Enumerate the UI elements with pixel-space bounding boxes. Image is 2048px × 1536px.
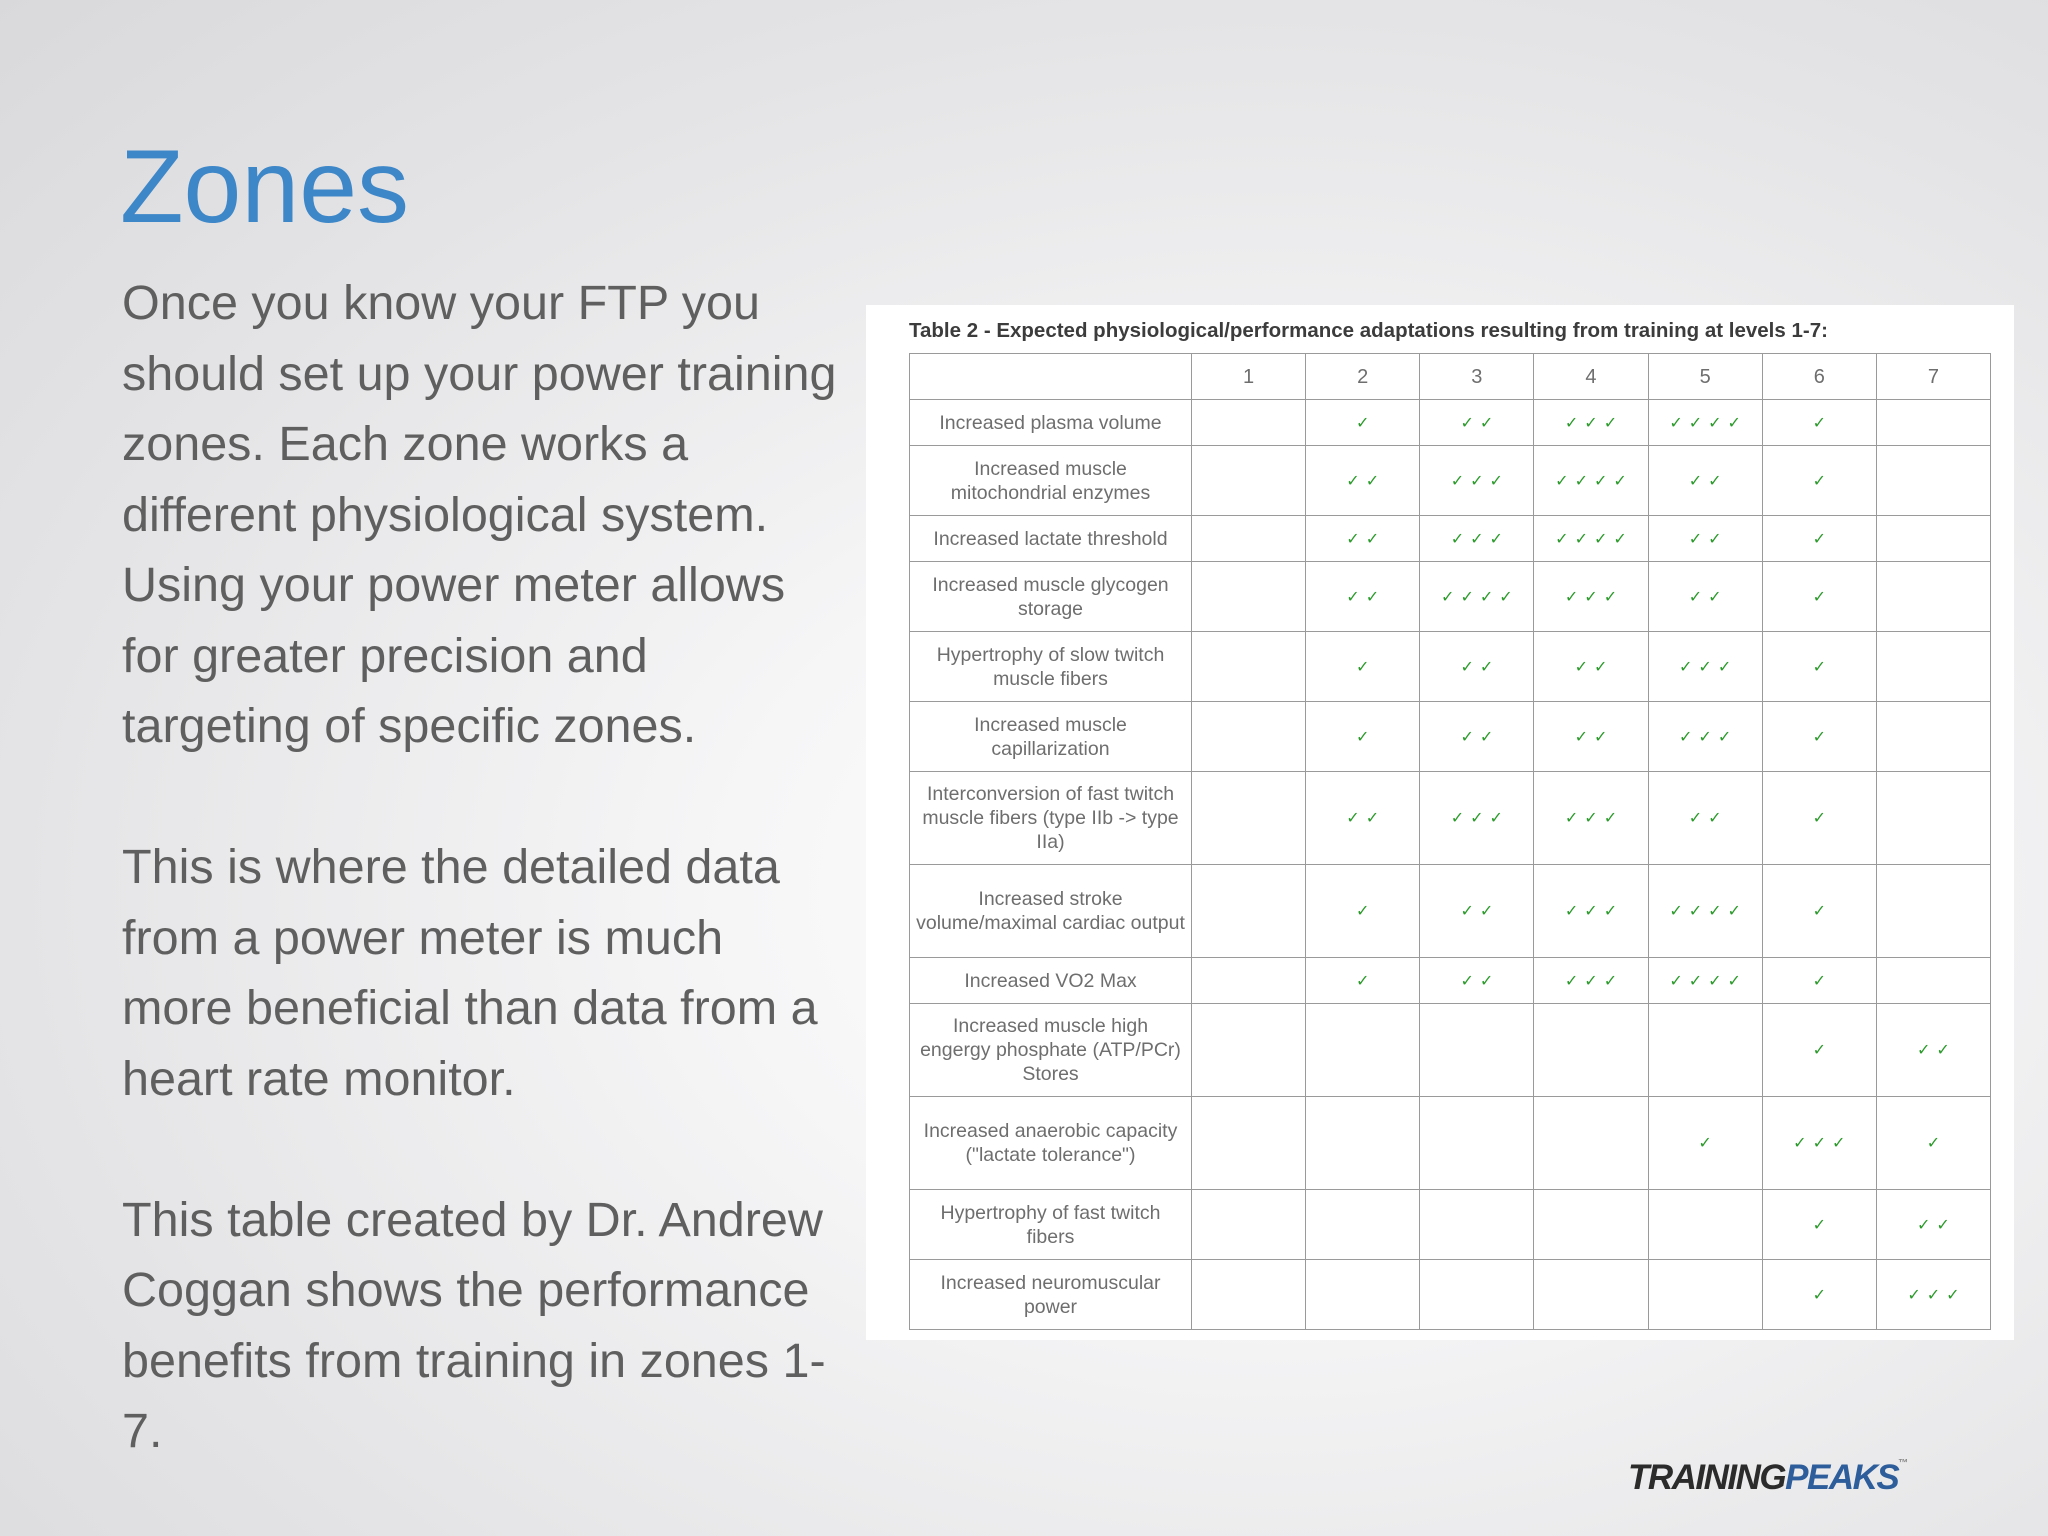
check-icon: ✓✓✓ bbox=[1564, 810, 1624, 827]
zone-cell bbox=[1762, 772, 1876, 865]
zone-cell bbox=[1534, 772, 1648, 865]
zones-table bbox=[909, 353, 1991, 1330]
zone-cell bbox=[1762, 1097, 1876, 1190]
check-icon: ✓✓ bbox=[1574, 728, 1614, 746]
check-icon bbox=[1930, 415, 1936, 432]
trainingpeaks-logo bbox=[1628, 1458, 1907, 1498]
zone-cell bbox=[1876, 446, 1990, 516]
table-header-row bbox=[910, 354, 1991, 400]
check-icon: ✓✓ bbox=[1917, 1216, 1956, 1234]
table-row bbox=[910, 1260, 1991, 1330]
check-icon: ✓ bbox=[1812, 810, 1832, 827]
zone-cell bbox=[1306, 1004, 1420, 1097]
row-label: Increased neuromuscular power bbox=[910, 1260, 1192, 1330]
table-row bbox=[910, 772, 1991, 865]
check-icon: ✓✓✓ bbox=[1564, 972, 1624, 990]
header-cell: 2 bbox=[1306, 354, 1420, 400]
zone-cell bbox=[1534, 702, 1648, 772]
check-icon bbox=[1588, 1217, 1594, 1234]
zone-cell bbox=[1876, 516, 1990, 562]
zone-cell bbox=[1534, 958, 1648, 1004]
zone-cell bbox=[1306, 516, 1420, 562]
row-label: Hypertrophy of slow twitch muscle fibers bbox=[910, 632, 1192, 702]
check-icon bbox=[1588, 1287, 1594, 1304]
zone-cell bbox=[1534, 516, 1648, 562]
zone-cell bbox=[1192, 1004, 1306, 1097]
check-icon bbox=[1246, 810, 1252, 827]
zone-cell bbox=[1534, 1004, 1648, 1097]
zone-cell bbox=[1876, 702, 1990, 772]
check-icon: ✓ bbox=[1812, 588, 1832, 606]
check-icon bbox=[1702, 1287, 1708, 1304]
check-icon: ✓✓ bbox=[1460, 972, 1500, 990]
zone-cell bbox=[1762, 516, 1876, 562]
zone-cell bbox=[1762, 865, 1876, 958]
zone-cell bbox=[1306, 1190, 1420, 1260]
check-icon bbox=[1930, 973, 1936, 990]
row-label: Increased muscle capillarization bbox=[910, 702, 1192, 772]
zone-cell bbox=[1420, 702, 1534, 772]
table-panel bbox=[866, 305, 2014, 1340]
row-label: Increased muscle mitochondrial enzymes bbox=[910, 446, 1192, 516]
zone-cell bbox=[1420, 632, 1534, 702]
zone-cell bbox=[1534, 562, 1648, 632]
zone-cell bbox=[1420, 516, 1534, 562]
check-icon: ✓✓ bbox=[1346, 472, 1386, 490]
check-icon: ✓✓ bbox=[1917, 1042, 1956, 1059]
header-cell: 6 bbox=[1762, 354, 1876, 400]
zone-cell bbox=[1534, 446, 1648, 516]
table-row bbox=[910, 1097, 1991, 1190]
zone-cell bbox=[1306, 772, 1420, 865]
check-icon bbox=[1930, 903, 1936, 920]
paragraph-coggan-table: This table created by Dr. Andrew Coggan shows the performance benefits from training in zones 1-7. bbox=[122, 1192, 826, 1458]
check-icon bbox=[1930, 810, 1936, 827]
header-cell: 1 bbox=[1192, 354, 1306, 400]
zone-cell bbox=[1876, 958, 1990, 1004]
check-icon: ✓✓✓ bbox=[1564, 588, 1624, 606]
zone-cell bbox=[1534, 1097, 1648, 1190]
check-icon bbox=[1474, 1217, 1480, 1234]
zone-cell bbox=[1192, 1260, 1306, 1330]
zone-cell bbox=[1192, 516, 1306, 562]
zone-cell bbox=[1876, 772, 1990, 865]
check-icon bbox=[1246, 973, 1252, 990]
zone-cell bbox=[1876, 865, 1990, 958]
check-icon: ✓✓ bbox=[1346, 810, 1386, 827]
row-label: Interconversion of fast twitch muscle fibers (type IIb -> type IIa) bbox=[910, 772, 1192, 865]
table-row bbox=[910, 516, 1991, 562]
zone-cell bbox=[1876, 1260, 1990, 1330]
zone-cell bbox=[1762, 1190, 1876, 1260]
zone-cell bbox=[1306, 958, 1420, 1004]
check-icon: ✓✓✓ bbox=[1679, 658, 1738, 676]
zone-cell bbox=[1648, 1004, 1762, 1097]
check-icon: ✓✓ bbox=[1346, 588, 1386, 606]
table-row bbox=[910, 632, 1991, 702]
check-icon bbox=[1702, 1042, 1708, 1059]
check-icon bbox=[1246, 1217, 1252, 1234]
zone-cell bbox=[1420, 446, 1534, 516]
zone-cell bbox=[1648, 562, 1762, 632]
check-icon: ✓✓ bbox=[1346, 530, 1386, 548]
check-icon: ✓ bbox=[1356, 903, 1376, 920]
zone-cell bbox=[1762, 1260, 1876, 1330]
table-row bbox=[910, 865, 1991, 958]
check-icon: ✓ bbox=[1812, 1286, 1832, 1304]
zone-cell bbox=[1306, 562, 1420, 632]
check-icon bbox=[1702, 1217, 1708, 1234]
header-cell: 3 bbox=[1420, 354, 1534, 400]
zone-cell bbox=[1648, 1190, 1762, 1260]
check-icon bbox=[1246, 1135, 1252, 1152]
zone-cell bbox=[1648, 958, 1762, 1004]
zone-cell bbox=[1306, 1097, 1420, 1190]
logo-part-training: TRAINING bbox=[1628, 1458, 1786, 1497]
check-icon bbox=[1474, 1287, 1480, 1304]
zone-cell bbox=[1648, 632, 1762, 702]
check-icon bbox=[1360, 1042, 1366, 1059]
zone-cell bbox=[1420, 865, 1534, 958]
table-row bbox=[910, 446, 1991, 516]
logo-trademark: ™ bbox=[1898, 1458, 1907, 1469]
zone-cell bbox=[1762, 958, 1876, 1004]
zone-cell bbox=[1420, 1097, 1534, 1190]
zone-cell bbox=[1420, 1260, 1534, 1330]
check-icon bbox=[1246, 589, 1252, 606]
check-icon: ✓✓✓ bbox=[1450, 810, 1509, 827]
check-icon: ✓ bbox=[1926, 1135, 1947, 1152]
check-icon bbox=[1246, 531, 1252, 548]
check-icon: ✓✓ bbox=[1460, 658, 1500, 676]
zone-cell bbox=[1306, 865, 1420, 958]
check-icon: ✓ bbox=[1812, 1216, 1832, 1234]
check-icon bbox=[1930, 589, 1936, 606]
zone-cell bbox=[1420, 562, 1534, 632]
check-icon bbox=[1930, 659, 1936, 676]
zone-cell bbox=[1534, 632, 1648, 702]
zone-cell bbox=[1420, 400, 1534, 446]
zone-cell bbox=[1306, 1260, 1420, 1330]
check-icon: ✓✓✓ bbox=[1907, 1286, 1966, 1304]
zone-cell bbox=[1876, 562, 1990, 632]
zone-cell bbox=[1192, 562, 1306, 632]
zone-cell bbox=[1306, 632, 1420, 702]
table-row bbox=[910, 702, 1991, 772]
zone-cell bbox=[1648, 702, 1762, 772]
check-icon bbox=[1588, 1135, 1594, 1152]
header-cell bbox=[910, 354, 1192, 400]
zone-cell bbox=[1192, 446, 1306, 516]
check-icon bbox=[1246, 1287, 1252, 1304]
zone-cell bbox=[1420, 772, 1534, 865]
zone-cell bbox=[1420, 1004, 1534, 1097]
check-icon: ✓ bbox=[1812, 728, 1832, 746]
check-icon: ✓✓ bbox=[1688, 530, 1728, 548]
zone-cell bbox=[1762, 562, 1876, 632]
check-icon: ✓ bbox=[1698, 1135, 1718, 1152]
zone-cell bbox=[1648, 446, 1762, 516]
zone-cell bbox=[1876, 1004, 1990, 1097]
table-row bbox=[910, 400, 1991, 446]
zone-cell bbox=[1534, 1190, 1648, 1260]
zone-cell bbox=[1648, 516, 1762, 562]
header-cell: 5 bbox=[1648, 354, 1762, 400]
check-icon: ✓✓ bbox=[1688, 588, 1728, 606]
check-icon: ✓✓✓✓ bbox=[1669, 414, 1747, 432]
check-icon: ✓ bbox=[1812, 472, 1832, 490]
check-icon bbox=[1930, 473, 1936, 490]
zone-cell bbox=[1876, 1190, 1990, 1260]
check-icon bbox=[1474, 1042, 1480, 1059]
zone-cell bbox=[1192, 1190, 1306, 1260]
check-icon: ✓✓✓ bbox=[1450, 530, 1509, 548]
paragraph-ftp-zones: Once you know your FTP you should set up your power training zones. Each zone works a different physiological system. Using your power meter allows for greater precision and targeting of specific zones. bbox=[122, 276, 837, 753]
row-label: Increased lactate threshold bbox=[910, 516, 1192, 562]
check-icon: ✓ bbox=[1356, 972, 1376, 990]
zone-cell bbox=[1534, 1260, 1648, 1330]
zone-cell bbox=[1420, 958, 1534, 1004]
check-icon: ✓ bbox=[1812, 972, 1832, 990]
check-icon: ✓✓✓✓ bbox=[1555, 530, 1633, 548]
zone-cell bbox=[1876, 632, 1990, 702]
check-icon bbox=[1246, 473, 1252, 490]
zone-cell bbox=[1420, 1190, 1534, 1260]
zone-cell bbox=[1876, 400, 1990, 446]
check-icon: ✓✓✓ bbox=[1450, 472, 1509, 490]
check-icon bbox=[1930, 531, 1936, 548]
check-icon: ✓✓✓✓ bbox=[1669, 903, 1747, 920]
check-icon: ✓✓ bbox=[1574, 658, 1614, 676]
check-icon: ✓✓ bbox=[1460, 903, 1500, 920]
zone-cell bbox=[1306, 702, 1420, 772]
table-row bbox=[910, 958, 1991, 1004]
row-label: Increased plasma volume bbox=[910, 400, 1192, 446]
check-icon: ✓✓✓ bbox=[1793, 1135, 1852, 1152]
zone-cell bbox=[1306, 400, 1420, 446]
check-icon bbox=[1246, 903, 1252, 920]
zone-cell bbox=[1534, 400, 1648, 446]
zone-cell bbox=[1192, 400, 1306, 446]
header-cell: 4 bbox=[1534, 354, 1648, 400]
check-icon bbox=[1360, 1135, 1366, 1152]
row-label: Hypertrophy of fast twitch fibers bbox=[910, 1190, 1192, 1260]
check-icon bbox=[1246, 659, 1252, 676]
zone-cell bbox=[1762, 400, 1876, 446]
slide-title: Zones bbox=[120, 129, 410, 245]
zone-cell bbox=[1192, 958, 1306, 1004]
header-cell: 7 bbox=[1876, 354, 1990, 400]
check-icon: ✓✓ bbox=[1460, 414, 1500, 432]
check-icon: ✓ bbox=[1812, 530, 1832, 548]
zone-cell bbox=[1192, 1097, 1306, 1190]
check-icon bbox=[1246, 415, 1252, 432]
zone-cell bbox=[1192, 632, 1306, 702]
zone-cell bbox=[1192, 702, 1306, 772]
table-caption: Table 2 - Expected physiological/performance adaptations resulting from training at levels 1-7: bbox=[909, 319, 1828, 342]
check-icon: ✓ bbox=[1356, 728, 1376, 746]
check-icon: ✓ bbox=[1356, 414, 1376, 432]
zone-cell bbox=[1648, 865, 1762, 958]
row-label: Increased stroke volume/maximal cardiac output bbox=[910, 865, 1192, 958]
table-row bbox=[910, 562, 1991, 632]
check-icon: ✓✓✓✓ bbox=[1669, 972, 1747, 990]
check-icon bbox=[1588, 1042, 1594, 1059]
check-icon: ✓✓✓✓ bbox=[1441, 588, 1519, 606]
table-row bbox=[910, 1004, 1991, 1097]
zone-cell bbox=[1648, 1097, 1762, 1190]
check-icon: ✓ bbox=[1356, 658, 1376, 676]
check-icon: ✓ bbox=[1812, 903, 1832, 920]
check-icon bbox=[1930, 729, 1936, 746]
check-icon bbox=[1474, 1135, 1480, 1152]
check-icon: ✓ bbox=[1812, 414, 1832, 432]
zone-cell bbox=[1762, 446, 1876, 516]
check-icon: ✓ bbox=[1812, 658, 1832, 676]
check-icon: ✓✓ bbox=[1688, 810, 1728, 827]
zone-cell bbox=[1648, 400, 1762, 446]
zone-cell bbox=[1306, 446, 1420, 516]
check-icon: ✓✓✓ bbox=[1564, 903, 1624, 920]
zone-cell bbox=[1648, 772, 1762, 865]
check-icon: ✓✓✓ bbox=[1564, 414, 1624, 432]
check-icon: ✓✓ bbox=[1688, 472, 1728, 490]
check-icon: ✓ bbox=[1812, 1042, 1832, 1059]
zone-cell bbox=[1876, 1097, 1990, 1190]
zone-cell bbox=[1534, 865, 1648, 958]
row-label: Increased anaerobic capacity ("lactate tolerance") bbox=[910, 1097, 1192, 1190]
check-icon bbox=[1246, 729, 1252, 746]
check-icon: ✓✓ bbox=[1460, 728, 1500, 746]
body-text bbox=[122, 268, 842, 1467]
check-icon: ✓✓✓✓ bbox=[1555, 472, 1633, 490]
zone-cell bbox=[1648, 1260, 1762, 1330]
row-label: Increased VO2 Max bbox=[910, 958, 1192, 1004]
check-icon bbox=[1246, 1042, 1252, 1059]
paragraph-power-vs-heart-rate: This is where the detailed data from a power meter is much more beneficial than data from a heart rate monitor. bbox=[122, 840, 818, 1106]
zone-cell bbox=[1762, 632, 1876, 702]
zone-cell bbox=[1192, 772, 1306, 865]
row-label: Increased muscle glycogen storage bbox=[910, 562, 1192, 632]
logo-part-peaks: PEAKS bbox=[1785, 1458, 1899, 1497]
zone-cell bbox=[1762, 1004, 1876, 1097]
row-label: Increased muscle high engergy phosphate (ATP/PCr) Stores bbox=[910, 1004, 1192, 1097]
check-icon bbox=[1360, 1287, 1366, 1304]
zone-cell bbox=[1762, 702, 1876, 772]
check-icon: ✓✓✓ bbox=[1679, 728, 1738, 746]
zone-cell bbox=[1192, 865, 1306, 958]
table-row bbox=[910, 1190, 1991, 1260]
check-icon bbox=[1360, 1217, 1366, 1234]
